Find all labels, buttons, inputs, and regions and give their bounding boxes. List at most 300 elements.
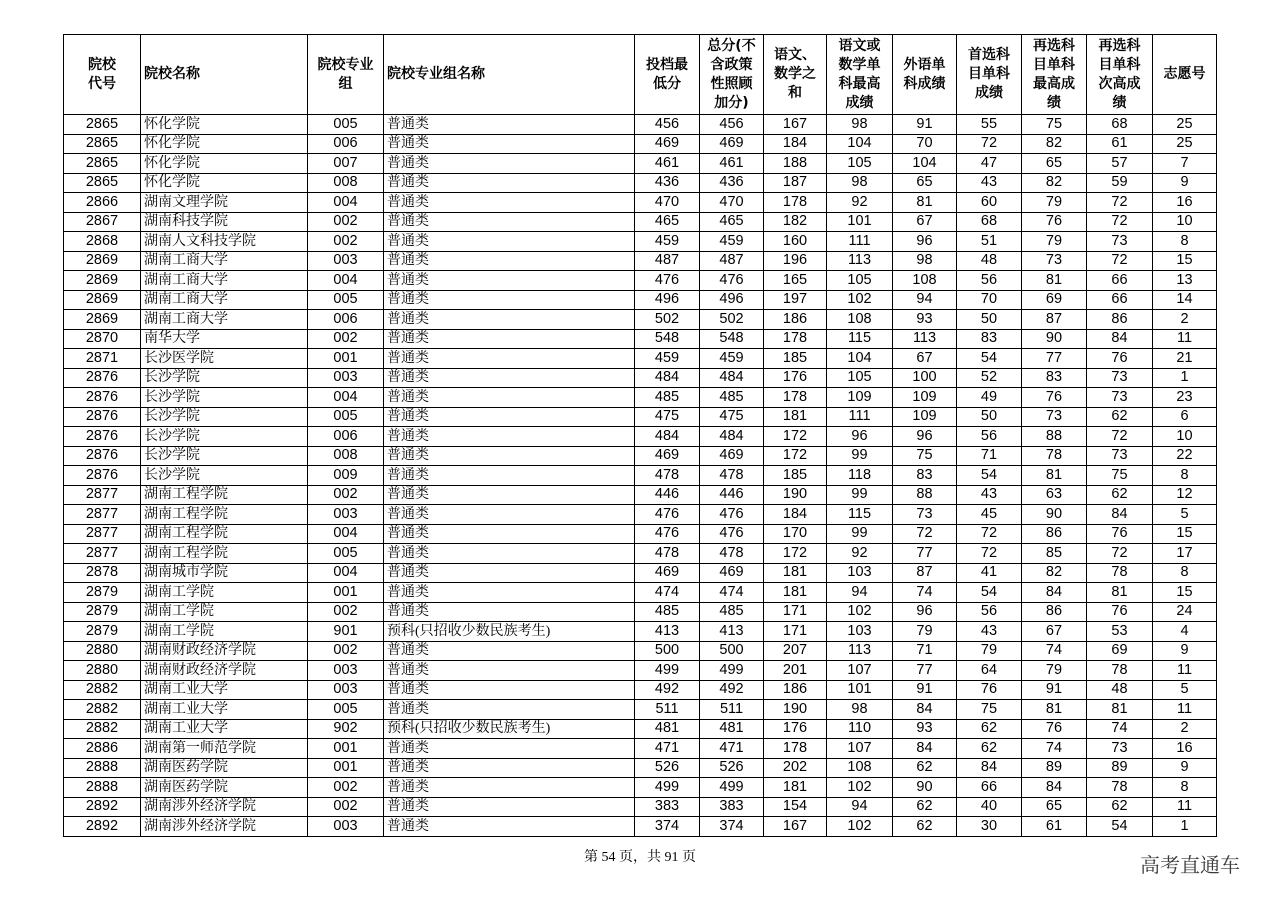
table-row [64,115,1217,135]
cell-second-subject-max: 88 [1022,427,1087,447]
cell-chinese-or-math-max: 115 [827,329,893,349]
cell-foreign-language: 100 [893,368,957,388]
header-second-subject-second: 再选科 目单科 次高成 绩 [1087,35,1153,115]
cell-school-code: 2876 [64,388,141,408]
cell-total-score: 476 [700,524,764,544]
cell-chinese-math-sum: 171 [764,622,827,642]
cell-chinese-math-sum: 176 [764,368,827,388]
cell-group-name: 普通类 [384,115,635,135]
header-school-code: 院校 代号 [64,35,141,115]
cell-group-code: 003 [308,505,384,525]
cell-min-score: 475 [635,407,700,427]
cell-chinese-math-sum: 187 [764,173,827,193]
cell-second-subject-second: 62 [1087,797,1153,817]
cell-school-name: 湖南科技学院 [141,212,308,232]
table-row [64,388,1217,408]
cell-school-code: 2865 [64,154,141,174]
cell-second-subject-max: 87 [1022,310,1087,330]
cell-first-subject: 41 [957,563,1022,583]
cell-chinese-or-math-max: 111 [827,407,893,427]
cell-foreign-language: 79 [893,622,957,642]
header-choice-number: 志愿号 [1153,35,1217,115]
cell-school-code: 2865 [64,115,141,135]
cell-second-subject-max: 81 [1022,700,1087,720]
cell-chinese-or-math-max: 99 [827,524,893,544]
cell-school-code: 2869 [64,290,141,310]
cell-first-subject: 62 [957,739,1022,759]
cell-second-subject-second: 84 [1087,329,1153,349]
cell-min-score: 484 [635,427,700,447]
cell-min-score: 500 [635,641,700,661]
table-row [64,641,1217,661]
cell-second-subject-second: 48 [1087,680,1153,700]
cell-second-subject-max: 91 [1022,680,1087,700]
cell-group-code: 005 [308,115,384,135]
cell-min-score: 476 [635,524,700,544]
table-row [64,466,1217,486]
cell-second-subject-second: 78 [1087,661,1153,681]
cell-foreign-language: 98 [893,251,957,271]
cell-group-name: 普通类 [384,700,635,720]
cell-first-subject: 49 [957,388,1022,408]
cell-group-name: 普通类 [384,778,635,798]
cell-second-subject-second: 75 [1087,466,1153,486]
table-row [64,329,1217,349]
cell-chinese-math-sum: 178 [764,193,827,213]
cell-choice-number: 23 [1153,388,1217,408]
cell-min-score: 413 [635,622,700,642]
cell-chinese-or-math-max: 102 [827,778,893,798]
cell-chinese-or-math-max: 103 [827,622,893,642]
cell-chinese-math-sum: 167 [764,115,827,135]
cell-second-subject-second: 76 [1087,602,1153,622]
cell-chinese-or-math-max: 98 [827,173,893,193]
cell-min-score: 476 [635,271,700,291]
cell-group-code: 004 [308,271,384,291]
cell-chinese-math-sum: 197 [764,290,827,310]
cell-school-name: 湖南工业大学 [141,680,308,700]
table-row [64,622,1217,642]
cell-total-score: 484 [700,427,764,447]
cell-second-subject-max: 63 [1022,485,1087,505]
cell-total-score: 502 [700,310,764,330]
cell-min-score: 374 [635,817,700,837]
cell-school-name: 湖南工学院 [141,622,308,642]
cell-group-name: 普通类 [384,212,635,232]
cell-school-name: 长沙学院 [141,407,308,427]
cell-group-code: 004 [308,524,384,544]
cell-first-subject: 64 [957,661,1022,681]
cell-chinese-or-math-max: 109 [827,388,893,408]
cell-chinese-math-sum: 172 [764,427,827,447]
cell-group-code: 001 [308,739,384,759]
cell-min-score: 469 [635,563,700,583]
cell-second-subject-max: 74 [1022,739,1087,759]
cell-choice-number: 8 [1153,466,1217,486]
cell-school-code: 2882 [64,700,141,720]
cell-min-score: 478 [635,544,700,564]
header-foreign-language: 外语单 科成绩 [893,35,957,115]
cell-second-subject-second: 73 [1087,446,1153,466]
table-row [64,212,1217,232]
cell-second-subject-second: 72 [1087,212,1153,232]
cell-group-name: 预科(只招收少数民族考生) [384,719,635,739]
cell-foreign-language: 77 [893,544,957,564]
cell-group-name: 普通类 [384,602,635,622]
cell-second-subject-max: 79 [1022,193,1087,213]
cell-school-code: 2871 [64,349,141,369]
cell-min-score: 496 [635,290,700,310]
cell-chinese-math-sum: 181 [764,563,827,583]
cell-group-code: 007 [308,154,384,174]
cell-second-subject-max: 90 [1022,505,1087,525]
header-school-name: 院校名称 [141,35,308,115]
cell-school-code: 2879 [64,583,141,603]
cell-group-code: 004 [308,563,384,583]
cell-total-score: 465 [700,212,764,232]
cell-first-subject: 56 [957,271,1022,291]
cell-second-subject-max: 65 [1022,797,1087,817]
cell-school-code: 2868 [64,232,141,252]
table-row [64,661,1217,681]
header-chinese-or-math-max: 语文或 数学单 科最高 成绩 [827,35,893,115]
cell-group-name: 普通类 [384,641,635,661]
cell-first-subject: 48 [957,251,1022,271]
table-row [64,583,1217,603]
cell-choice-number: 6 [1153,407,1217,427]
cell-chinese-or-math-max: 110 [827,719,893,739]
cell-school-code: 2892 [64,817,141,837]
watermark-text: 高考直通车 [1140,853,1240,877]
table-row [64,700,1217,720]
cell-choice-number: 7 [1153,154,1217,174]
cell-min-score: 502 [635,310,700,330]
cell-school-code: 2869 [64,271,141,291]
cell-second-subject-max: 79 [1022,661,1087,681]
cell-school-name: 湖南涉外经济学院 [141,817,308,837]
cell-foreign-language: 93 [893,310,957,330]
cell-group-code: 005 [308,544,384,564]
cell-second-subject-max: 84 [1022,778,1087,798]
header-first-subject: 首选科 目单科 成绩 [957,35,1022,115]
cell-group-code: 005 [308,700,384,720]
cell-group-name: 普通类 [384,505,635,525]
cell-min-score: 383 [635,797,700,817]
cell-group-code: 006 [308,427,384,447]
cell-school-name: 湖南工商大学 [141,310,308,330]
cell-foreign-language: 91 [893,680,957,700]
cell-group-code: 004 [308,388,384,408]
cell-chinese-math-sum: 170 [764,524,827,544]
cell-group-name: 普通类 [384,583,635,603]
cell-total-score: 499 [700,778,764,798]
cell-second-subject-second: 73 [1087,739,1153,759]
cell-foreign-language: 109 [893,407,957,427]
table-row [64,154,1217,174]
cell-min-score: 492 [635,680,700,700]
cell-choice-number: 2 [1153,719,1217,739]
cell-first-subject: 71 [957,446,1022,466]
table-row [64,797,1217,817]
cell-school-name: 湖南工业大学 [141,719,308,739]
cell-first-subject: 30 [957,817,1022,837]
cell-first-subject: 43 [957,485,1022,505]
cell-group-name: 普通类 [384,290,635,310]
cell-first-subject: 79 [957,641,1022,661]
cell-foreign-language: 90 [893,778,957,798]
cell-chinese-or-math-max: 92 [827,544,893,564]
table-row [64,680,1217,700]
cell-min-score: 470 [635,193,700,213]
cell-total-score: 492 [700,680,764,700]
cell-group-name: 普通类 [384,251,635,271]
cell-group-code: 002 [308,602,384,622]
cell-school-name: 湖南城市学院 [141,563,308,583]
cell-second-subject-max: 67 [1022,622,1087,642]
cell-first-subject: 75 [957,700,1022,720]
cell-group-name: 普通类 [384,329,635,349]
cell-second-subject-max: 81 [1022,271,1087,291]
cell-first-subject: 47 [957,154,1022,174]
cell-group-name: 普通类 [384,427,635,447]
cell-school-code: 2888 [64,778,141,798]
cell-group-code: 002 [308,329,384,349]
cell-second-subject-second: 66 [1087,290,1153,310]
cell-foreign-language: 109 [893,388,957,408]
cell-choice-number: 11 [1153,700,1217,720]
cell-chinese-math-sum: 154 [764,797,827,817]
cell-school-code: 2869 [64,251,141,271]
table-row [64,524,1217,544]
cell-choice-number: 16 [1153,193,1217,213]
cell-first-subject: 56 [957,427,1022,447]
cell-first-subject: 45 [957,505,1022,525]
cell-min-score: 499 [635,661,700,681]
cell-chinese-math-sum: 190 [764,485,827,505]
cell-foreign-language: 83 [893,466,957,486]
cell-total-score: 476 [700,271,764,291]
cell-chinese-or-math-max: 102 [827,817,893,837]
cell-school-code: 2877 [64,524,141,544]
cell-chinese-or-math-max: 102 [827,290,893,310]
cell-group-code: 009 [308,466,384,486]
cell-group-code: 902 [308,719,384,739]
cell-chinese-math-sum: 190 [764,700,827,720]
cell-second-subject-second: 66 [1087,271,1153,291]
cell-choice-number: 21 [1153,349,1217,369]
cell-school-name: 怀化学院 [141,115,308,135]
cell-choice-number: 4 [1153,622,1217,642]
table-row [64,563,1217,583]
cell-total-score: 470 [700,193,764,213]
cell-chinese-or-math-max: 113 [827,641,893,661]
cell-total-score: 511 [700,700,764,720]
cell-first-subject: 72 [957,524,1022,544]
cell-chinese-or-math-max: 113 [827,251,893,271]
cell-second-subject-second: 76 [1087,349,1153,369]
cell-second-subject-max: 74 [1022,641,1087,661]
cell-school-code: 2876 [64,407,141,427]
table-row [64,485,1217,505]
cell-min-score: 487 [635,251,700,271]
cell-min-score: 548 [635,329,700,349]
cell-choice-number: 24 [1153,602,1217,622]
cell-chinese-math-sum: 165 [764,271,827,291]
cell-school-name: 湖南工商大学 [141,290,308,310]
cell-first-subject: 70 [957,290,1022,310]
cell-total-score: 374 [700,817,764,837]
cell-choice-number: 5 [1153,680,1217,700]
cell-min-score: 471 [635,739,700,759]
cell-choice-number: 22 [1153,446,1217,466]
cell-group-name: 普通类 [384,349,635,369]
cell-second-subject-second: 76 [1087,524,1153,544]
cell-choice-number: 5 [1153,505,1217,525]
cell-first-subject: 83 [957,329,1022,349]
table-row [64,544,1217,564]
cell-school-name: 湖南工程学院 [141,524,308,544]
cell-group-name: 普通类 [384,271,635,291]
cell-second-subject-second: 57 [1087,154,1153,174]
cell-min-score: 461 [635,154,700,174]
cell-choice-number: 15 [1153,251,1217,271]
cell-foreign-language: 62 [893,758,957,778]
cell-second-subject-second: 72 [1087,427,1153,447]
table-row [64,446,1217,466]
cell-total-score: 469 [700,563,764,583]
cell-first-subject: 54 [957,466,1022,486]
cell-second-subject-second: 69 [1087,641,1153,661]
cell-school-code: 2888 [64,758,141,778]
cell-chinese-or-math-max: 104 [827,349,893,369]
table-row [64,232,1217,252]
cell-foreign-language: 84 [893,700,957,720]
cell-second-subject-second: 81 [1087,700,1153,720]
cell-group-name: 普通类 [384,758,635,778]
cell-school-code: 2879 [64,622,141,642]
cell-chinese-or-math-max: 104 [827,134,893,154]
cell-total-score: 496 [700,290,764,310]
cell-total-score: 456 [700,115,764,135]
cell-choice-number: 8 [1153,232,1217,252]
cell-school-name: 湖南人文科技学院 [141,232,308,252]
cell-choice-number: 13 [1153,271,1217,291]
cell-choice-number: 12 [1153,485,1217,505]
cell-foreign-language: 94 [893,290,957,310]
table-row [64,758,1217,778]
cell-school-code: 2865 [64,173,141,193]
cell-min-score: 474 [635,583,700,603]
cell-school-code: 2892 [64,797,141,817]
cell-foreign-language: 67 [893,349,957,369]
cell-foreign-language: 104 [893,154,957,174]
cell-first-subject: 54 [957,583,1022,603]
cell-min-score: 436 [635,173,700,193]
cell-foreign-language: 62 [893,817,957,837]
cell-min-score: 465 [635,212,700,232]
cell-second-subject-second: 68 [1087,115,1153,135]
cell-second-subject-max: 82 [1022,134,1087,154]
cell-total-score: 469 [700,446,764,466]
cell-group-code: 006 [308,310,384,330]
cell-first-subject: 60 [957,193,1022,213]
cell-second-subject-second: 84 [1087,505,1153,525]
cell-school-name: 湖南工商大学 [141,271,308,291]
cell-total-score: 413 [700,622,764,642]
cell-group-name: 普通类 [384,544,635,564]
cell-first-subject: 72 [957,134,1022,154]
table-row [64,251,1217,271]
cell-choice-number: 1 [1153,817,1217,837]
cell-second-subject-max: 83 [1022,368,1087,388]
cell-total-score: 383 [700,797,764,817]
cell-group-code: 002 [308,232,384,252]
cell-chinese-math-sum: 167 [764,817,827,837]
cell-chinese-or-math-max: 105 [827,154,893,174]
cell-first-subject: 62 [957,719,1022,739]
cell-chinese-math-sum: 188 [764,154,827,174]
cell-second-subject-second: 72 [1087,544,1153,564]
cell-choice-number: 11 [1153,797,1217,817]
cell-school-code: 2882 [64,680,141,700]
cell-school-code: 2865 [64,134,141,154]
cell-school-name: 湖南财政经济学院 [141,641,308,661]
cell-second-subject-second: 72 [1087,251,1153,271]
cell-school-code: 2879 [64,602,141,622]
cell-group-name: 普通类 [384,173,635,193]
cell-total-score: 526 [700,758,764,778]
cell-foreign-language: 96 [893,427,957,447]
cell-chinese-or-math-max: 105 [827,271,893,291]
cell-chinese-or-math-max: 111 [827,232,893,252]
cell-first-subject: 50 [957,407,1022,427]
cell-choice-number: 9 [1153,173,1217,193]
cell-first-subject: 43 [957,622,1022,642]
cell-group-code: 002 [308,485,384,505]
cell-choice-number: 11 [1153,661,1217,681]
cell-school-code: 2877 [64,544,141,564]
cell-group-code: 002 [308,778,384,798]
cell-second-subject-max: 69 [1022,290,1087,310]
admission-score-table [63,34,1217,837]
cell-chinese-or-math-max: 118 [827,466,893,486]
cell-school-name: 怀化学院 [141,173,308,193]
cell-chinese-or-math-max: 96 [827,427,893,447]
cell-group-name: 普通类 [384,797,635,817]
cell-total-score: 500 [700,641,764,661]
cell-second-subject-max: 90 [1022,329,1087,349]
cell-school-name: 怀化学院 [141,154,308,174]
header-chinese-math-sum: 语文、 数学之 和 [764,35,827,115]
cell-group-code: 008 [308,446,384,466]
cell-first-subject: 76 [957,680,1022,700]
table-row [64,602,1217,622]
cell-foreign-language: 93 [893,719,957,739]
cell-total-score: 469 [700,134,764,154]
cell-group-code: 002 [308,797,384,817]
cell-school-code: 2869 [64,310,141,330]
cell-second-subject-max: 65 [1022,154,1087,174]
cell-chinese-math-sum: 181 [764,778,827,798]
cell-school-name: 湖南涉外经济学院 [141,797,308,817]
cell-first-subject: 43 [957,173,1022,193]
cell-foreign-language: 70 [893,134,957,154]
cell-second-subject-max: 82 [1022,173,1087,193]
cell-group-name: 普通类 [384,485,635,505]
cell-second-subject-max: 85 [1022,544,1087,564]
cell-choice-number: 17 [1153,544,1217,564]
cell-choice-number: 9 [1153,758,1217,778]
